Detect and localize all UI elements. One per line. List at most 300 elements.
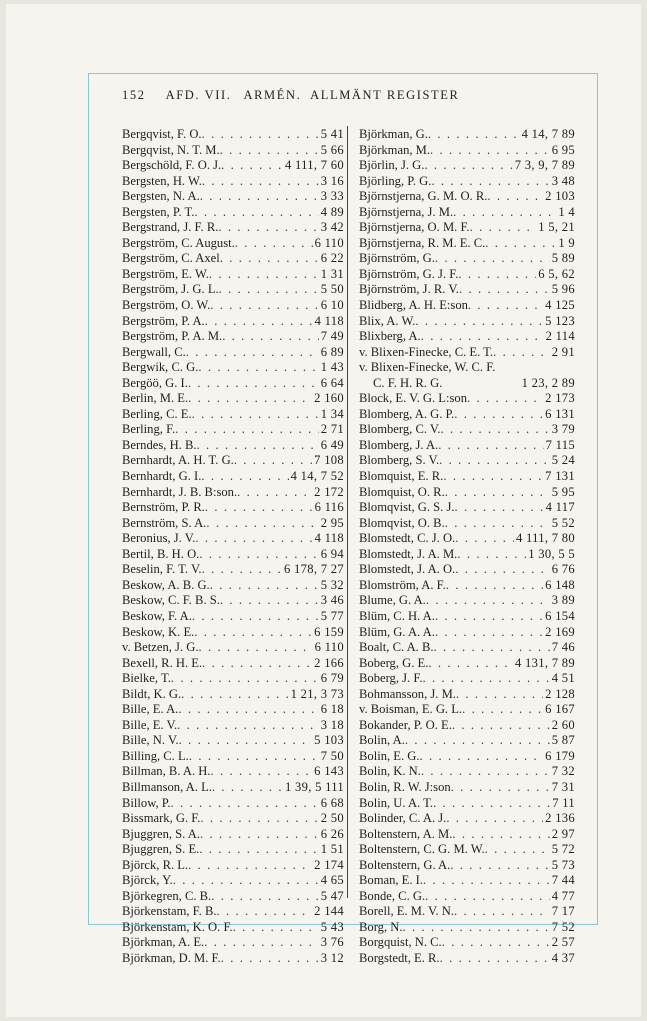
index-entry [359,158,575,174]
index-entry [359,267,575,283]
leader-dots [211,889,319,905]
leader-dots [202,174,319,190]
entry-name: Boltenstern, G. A. [359,857,451,872]
entry-name: Berndes, H. B. [122,437,197,452]
entry-name: Bergsten, N. A. [122,189,200,204]
index-entry [122,220,344,236]
leader-dots [188,858,312,874]
leader-dots [455,531,514,547]
leader-dots [209,267,319,283]
entry-name: Bjuggren, S. A. [122,826,201,841]
leader-dots [237,485,312,501]
index-entry [122,718,344,734]
leader-dots [198,360,318,376]
leader-dots [423,671,550,687]
entry-name: v. Boisman, E. G. L. [359,702,463,717]
entry-reference: 4 118 [314,313,344,328]
index-entry [122,438,344,454]
column-divider [347,126,348,898]
index-entry [359,531,575,547]
leader-dots [222,329,319,345]
leader-dots [423,873,550,889]
entry-name: Bohmansson, J. M. [359,686,456,701]
entry-reference: 5 87 [551,733,575,748]
entry-reference: 4 131, 7 89 [515,655,575,670]
entry-reference: 6 94 [320,546,344,561]
entry-reference: 1 21, 3 73 [290,686,344,701]
entry-name: Bolinder, C. A. J. [359,811,447,826]
entry-name: Bergström, P. A. [122,313,205,328]
index-entry [122,796,344,812]
index-entry [359,329,575,345]
index-entry [359,453,575,469]
index-entry [359,189,575,205]
leader-dots [179,733,313,749]
entry-name: Björck, R. L. [122,857,189,872]
index-entry [359,640,575,656]
leader-dots [424,158,512,174]
entry-name: Blixberg, A. [359,329,421,344]
leader-dots [440,951,550,967]
entry-name: C. F. H. R. G. [373,375,443,390]
index-entry [122,143,344,159]
index-entry [359,656,575,672]
entry-reference: 7 44 [551,873,575,888]
leader-dots [485,842,550,858]
entry-reference: 3 16 [320,173,344,188]
leader-dots [233,920,319,936]
entry-name: Björkman, G. [359,127,428,141]
index-entry [359,593,575,609]
entry-name: Bielke, T. [122,671,171,686]
entry-reference: 5 89 [551,251,575,266]
entry-name: Boman, E. I. [359,873,424,888]
index-entry [122,749,344,765]
entry-reference: 2 114 [545,329,575,344]
entry-reference: 1 39, 5 111 [284,779,344,794]
page-title: ARMÉN. ALLMÄNT REGISTER [243,88,460,102]
leader-dots [200,811,318,827]
index-entry [122,391,344,407]
entry-reference: 2 95 [320,515,344,530]
entry-name: Bernhardt, J. B. B:son. [122,484,238,499]
entry-name: Bolin, R. W. J:son [359,779,451,794]
entry-name: Blomstedt, C. J. O. [359,531,456,546]
index-entry [122,609,344,625]
entry-reference: 4 118 [314,531,344,546]
entry-name: Bolin, E. G. [359,748,420,763]
entry-name: Boberg, J. F. [359,671,423,686]
leader-dots [434,640,550,656]
entry-reference: 2 173 [545,391,575,406]
entry-name: Björnström, G. J. F. [359,266,459,281]
entry-reference: 3 46 [320,593,344,608]
entry-reference: 3 18 [320,717,344,732]
entry-reference: 6 79 [320,671,344,686]
entry-reference: 6 154 [545,608,575,623]
entry-name: Blomberg, S. V. [359,453,440,468]
entry-reference: 6 116 [314,500,344,515]
index-entry [122,531,344,547]
entry-name: Björkenstam, F. B. [122,904,217,919]
leader-dots [171,671,319,687]
entry-name: Bernhardt, G. I. [122,469,202,484]
leader-dots [458,267,536,283]
entry-name: Berlin, M. E. [122,391,189,406]
index-entry [122,671,344,687]
entry-name: Billmanson, A. L. [122,779,212,794]
index-entry [122,873,344,889]
entry-reference [573,360,575,376]
entry-name: v. Blixen-Finecke, W. C. F. [359,360,496,375]
index-entry [122,127,344,143]
entry-reference: 5 72 [551,842,575,857]
index-entry [359,469,575,485]
entry-reference: 6 89 [320,344,344,359]
entry-reference: 3 33 [320,189,344,204]
entry-reference: 6 159 [314,624,344,639]
entry-name: Borgquist, N. C. [359,935,442,950]
index-entry [122,780,344,796]
leader-dots [205,500,313,516]
entry-name: Bergström, E. W. [122,266,209,281]
entry-reference: 2 144 [314,904,344,919]
leader-dots [212,780,283,796]
leader-dots [211,764,313,780]
entry-name: Björlin, J. G. [359,158,425,173]
entry-name: Blume, G. A. [359,593,426,608]
entry-name: Björkman, M. [359,142,431,157]
entry-reference: 5 96 [551,282,575,297]
index-entry [122,687,344,703]
entry-name: Bergström, J. G. L. [122,282,219,297]
entry-name: Beronius, J. V. [122,531,196,546]
leader-dots [421,329,544,345]
entry-name: Blix, A. W. [359,313,416,328]
leader-dots [425,889,550,905]
leader-dots [453,205,556,221]
entry-reference: 6 110 [314,640,344,655]
index-entry [359,127,575,143]
entry-reference: 4 37 [551,950,575,965]
entry-name: v. Betzen, J. G. [122,640,199,655]
entry-reference: 3 42 [320,220,344,235]
entry-reference: 1 31 [320,266,344,281]
section-label: AFD. VII. [165,88,232,102]
leader-dots [442,935,550,951]
entry-name: Bergström, C. August. [122,235,235,250]
index-entry [359,811,575,827]
leader-dots [235,236,313,252]
entry-name: Beselin, F. T. V. [122,562,202,577]
leader-dots [493,345,550,361]
index-entry [359,951,575,967]
leader-dots [217,904,313,920]
leader-dots [431,174,549,190]
index-entry [122,920,344,936]
entry-reference: 1 34 [320,406,344,421]
index-entry [122,485,344,501]
entry-reference: 7 32 [551,764,575,779]
entry-reference: 2 169 [545,624,575,639]
leader-dots [433,796,550,812]
entry-name: Bille, N. V. [122,733,179,748]
index-entry [122,236,344,252]
index-entry [122,562,344,578]
leader-dots [194,625,312,641]
index-entry [359,360,575,376]
leader-dots [199,842,318,858]
entry-reference: 5 43 [320,919,344,934]
entry-reference: 3 76 [320,935,344,950]
entry-name: Billow, P. [122,795,171,810]
index-entry [359,578,575,594]
leader-dots [452,827,549,843]
leader-dots [220,593,319,609]
entry-name: Bergschöld, F. O. J. [122,158,222,173]
leader-dots [454,407,543,423]
entry-reference: 3 79 [551,422,575,437]
leader-dots [456,687,543,703]
index-entry [122,407,344,423]
leader-dots [205,314,313,330]
leader-dots [428,127,520,143]
index-entry [359,220,575,236]
entry-name: Bergqvist, N. T. M. [122,142,220,157]
index-entry [122,267,344,283]
entry-reference: 6 64 [320,375,344,390]
leader-dots [199,547,318,563]
index-entry [122,640,344,656]
leader-dots [415,314,543,330]
index-entry [122,733,344,749]
index-entry [122,329,344,345]
entry-name: Blomberg, C. V. [359,422,441,437]
entry-reference: 6 143 [314,764,344,779]
entry-reference: 5 24 [551,453,575,468]
entry-name: Bernström, P. R. [122,500,205,515]
index-entry [359,873,575,889]
leader-dots [446,578,543,594]
entry-name: Bernström, S. A. [122,515,207,530]
entry-reference: 6 148 [545,577,575,592]
entry-reference: 5 77 [320,608,344,623]
entry-reference: 3 12 [320,950,344,965]
entry-name: Bonde, C. G. [359,888,426,903]
entry-name: Blomstedt, J. A. O. [359,562,456,577]
entry-name: Blomberg, J. A. [359,437,439,452]
index-entry [359,749,575,765]
entry-name: Bille, E. A. [122,702,179,717]
leader-dots [445,485,550,501]
entry-reference: 1 9 [558,235,575,250]
entry-reference: 1 43 [320,360,344,375]
entry-name: Bergöö, G. I. [122,375,188,390]
entry-name: Björnstjerna, J. M. [359,204,454,219]
leader-dots [426,593,550,609]
leader-dots [420,749,544,765]
index-entry [122,951,344,967]
index-entry [122,251,344,267]
index-entry [359,500,575,516]
leader-dots [234,453,312,469]
index-entry [122,547,344,563]
entry-name: Björnstjerna, R. M. E. C. [359,235,486,250]
entry-reference: 7 108 [314,453,344,468]
index-entry [359,205,575,221]
entry-name: Boltenstern, A. M. [359,826,453,841]
leader-dots [210,298,318,314]
entry-reference: 1 5, 21 [538,220,575,235]
entry-reference: 2 136 [545,811,575,826]
entry-reference: 7 131 [545,469,575,484]
entry-reference: 7 49 [320,329,344,344]
index-entry [122,842,344,858]
index-entry [359,687,575,703]
entry-reference: 6 178, 7 27 [284,562,344,577]
index-entry [359,609,575,625]
leader-dots [194,205,318,221]
entry-name: Björnstjerna, O. M. F. [359,220,470,235]
index-entry [122,578,344,594]
entry-reference: 7 50 [320,748,344,763]
entry-name: Billing, C. L. [122,748,189,763]
leader-dots [218,220,318,236]
leader-dots [198,640,312,656]
entry-reference: 2 71 [320,422,344,437]
index-entry [359,422,575,438]
index-entry [359,376,575,392]
entry-name: Blomberg, A. G. P. [359,406,455,421]
entry-name: Bergsten, H. W. [122,173,202,188]
entry-name: Bexell, R. H. E. [122,655,203,670]
entry-reference: 5 66 [320,142,344,157]
leader-dots [181,687,288,703]
entry-reference: 5 32 [320,577,344,592]
entry-name: Blüm, G. A. A. [359,624,435,639]
entry-reference: 6 76 [551,562,575,577]
entry-reference: 1 4 [558,204,575,219]
index-entry [359,298,575,314]
index-entry [359,702,575,718]
leader-dots [421,764,550,780]
entry-reference: 6 167 [545,702,575,717]
leader-dots [428,656,513,672]
index-entry [359,625,575,641]
index-entry [122,593,344,609]
entry-reference: 2 57 [551,935,575,950]
entry-name: Bille, E. V. [122,717,178,732]
leader-dots [459,282,550,298]
index-entry [359,314,575,330]
entry-name: Björnström, G. [359,251,435,266]
leader-dots [197,438,319,454]
entry-name: Borgstedt, E. R. [359,950,440,965]
entry-reference: 6 10 [320,298,344,313]
entry-name: Blomquist, E. R. [359,469,444,484]
entry-reference: 7 31 [551,779,575,794]
leader-dots [446,811,543,827]
leader-dots [177,718,319,734]
entry-reference: 4 111, 7 80 [515,531,575,546]
index-entry [122,189,344,205]
leader-dots [487,189,543,205]
index-entry [359,174,575,190]
index-entry [359,236,575,252]
leader-dots [470,220,537,236]
entry-reference: 7 3, 9, 7 89 [514,158,575,173]
index-entry [122,469,344,485]
leader-dots [219,282,319,298]
index-entry [122,453,344,469]
entry-reference: 7 115 [545,437,575,452]
index-entry [359,889,575,905]
entry-name: Bolin, U. A. T. [359,795,434,810]
index-entry [122,314,344,330]
index-entry [359,391,575,407]
entry-reference: 4 51 [551,671,575,686]
leader-dots [221,951,319,967]
leader-dots [485,236,556,252]
leader-dots [178,702,318,718]
entry-name: Björkman, A. E. [122,935,205,950]
index-entry [359,904,575,920]
entry-reference: 4 14, 7 52 [290,469,344,484]
entry-reference: 2 172 [314,484,344,499]
index-entry [122,904,344,920]
index-entry [359,733,575,749]
index-entry [359,251,575,267]
entry-name: Boltenstern, C. G. M. W. [359,842,485,857]
leader-dots [452,718,550,734]
leader-dots [202,127,319,143]
leader-dots [188,376,319,392]
index-entry [122,205,344,221]
leader-dots [457,547,526,563]
entry-reference: 7 17 [551,904,575,919]
leader-dots [443,469,543,485]
entry-name: Blomström, A. F. [359,577,446,592]
leader-dots [438,438,543,454]
entry-name: Berling, C. E. [122,406,192,421]
entry-name: Boberg, G. E. [359,655,429,670]
entry-reference: 6 18 [320,702,344,717]
entry-name: Bolin, A. [359,733,405,748]
entry-reference: 5 103 [314,733,344,748]
entry-name: Bergwik, C. G. [122,360,199,375]
leader-dots [220,143,319,159]
entry-name: Blomqvist, G. S. J. [359,500,455,515]
index-column-right [359,127,575,967]
index-entry [122,158,344,174]
entry-name: Bergstrand, J. F. R. [122,220,219,235]
entry-reference: 4 111, 7 60 [284,158,344,173]
entry-name: Borell, E. M. V. N. [359,904,455,919]
index-entry [359,718,575,734]
index-entry [122,174,344,190]
index-entry [359,407,575,423]
entry-reference: 6 131 [545,406,575,421]
entry-name: Björck, Y. [122,873,173,888]
entry-name: Bergström, P. A. M. [122,329,223,344]
entry-name: Beskow, A. B. G. [122,577,210,592]
leader-dots [405,733,550,749]
entry-reference: 2 91 [551,344,575,359]
entry-reference: 2 60 [551,717,575,732]
leader-dots [451,780,550,796]
entry-name: Beskow, F. A. [122,608,192,623]
entry-reference: 5 123 [545,313,575,328]
